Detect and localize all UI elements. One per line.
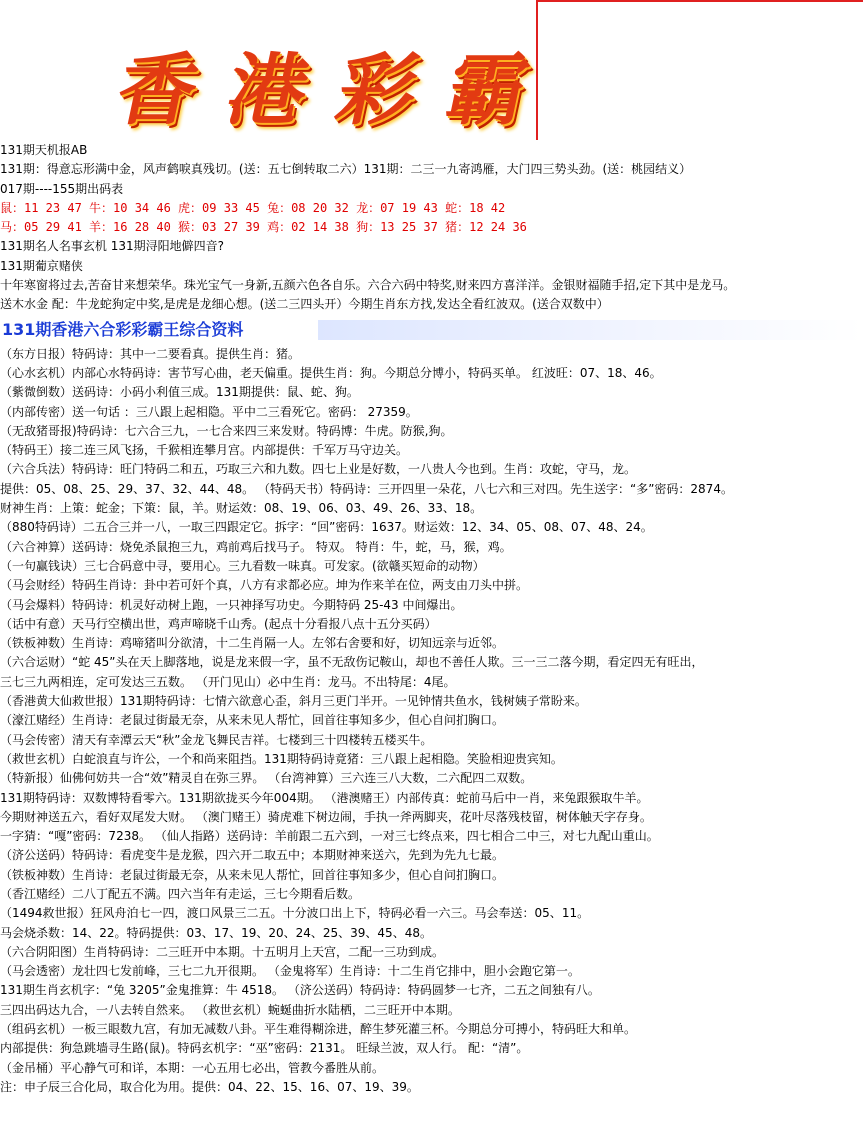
text-line: 131期：得意忘形满中金，风声鹤唳真残切。(送：五七倒转取二六）131期：二三一九寄鸿雁，大门四三势头劲。(送：桃园结义） xyxy=(0,162,692,177)
text-line: （组码玄机）一板三眼数九宫，有加无减数八卦。平生难得糊涂进，醉生梦死灌三杯。今期总分可搏小，特码旺大和单。 xyxy=(0,1022,637,1037)
logo-char-4: 霸 xyxy=(438,45,537,136)
intro-lines xyxy=(0,141,863,199)
logo-char-2: 港 xyxy=(218,45,317,136)
section-heading-text: 131期香港六合彩彩霸王综合资料 xyxy=(2,319,244,339)
text-line: （铁板神数）生肖诗：老鼠过街最无奈，从来未见人帮忙，回首往事知多少，但心自问扪胸口。 xyxy=(0,867,505,882)
section-heading xyxy=(0,317,863,343)
zodiac-row: 马：05 29 41 羊：16 28 40 猴：03 27 39 鸡：02 14 38 狗：13 25 37 猪：12 24 36 xyxy=(0,220,527,235)
text-line: （话中有意）天马行空横出世，鸡声啼晓千山秀。(起点十分看报八点十五分买码） xyxy=(0,616,437,631)
content xyxy=(0,141,863,1097)
text-line: 131期特码诗：双数博特看零六。131期欲拢买今年004期。 （港澳赌王）内部传真：蛇前马后中一肖，来兔跟猴取牛羊。 xyxy=(0,790,649,805)
text-line: 马会烧杀数：14、22。特码提供：03、17、19、20、24、25、39、45、48。 xyxy=(0,925,432,940)
logo-char-3: 彩 xyxy=(328,45,427,136)
text-line: 131期天机报AB xyxy=(0,143,88,157)
text-line: （六合运财）“蛇 45”头在天上脚落地，说是龙来假一字，虽不无敌伤记鞍山，却也不善任人欺。三一三二落今期，看定四无有旺出， xyxy=(0,655,704,670)
text-line: （一句赢钱诀）三七合码意中寻，要用心。三九看数一味真。可发家。(欲赣买短命的动物） xyxy=(0,558,485,573)
text-line: （内部传密）送一句话 ：三八跟上起相隐。平中二三看死它。密码： 27359。 xyxy=(0,404,418,419)
zodiac-row: 鼠：11 23 47 牛：10 34 46 虎：09 33 45 兔：08 20 32 龙：07 19 43 蛇：18 42 xyxy=(0,200,506,215)
text-line: （特码王）接二连三风飞扬，千猴相连攀月宫。内部提供：千军万马守边关。 xyxy=(0,443,409,458)
text-line: 三七三九两相连，定可发达三五数。 （开门见山）必中生肖：龙马。不出特尾：4尾。 xyxy=(0,674,456,689)
text-line: （救世玄机）白蛇浪直与许公，一个和尚来阻挡。131期特码诗竟猪：三八跟上起相隐。笑脸相迎贵宾知。 xyxy=(0,751,563,766)
text-line: （马会传密）清天有幸潭云天“秋”金龙飞舞民吉祥。七楼到三十四楼转五楼买牛。 xyxy=(0,732,433,747)
top-right-panel xyxy=(536,0,863,140)
logo xyxy=(108,28,540,136)
text-line: （马会透密）龙壮四七发前峰，三七二九开很期。 （金鬼将军）生肖诗：十二生肖它排中，胆小会跑它第一。 xyxy=(0,964,580,979)
text-line: 三四出码达九合，一八去转自然来。 （救世玄机）蜿蜒曲折水陆栖，二三旺开中本期。 xyxy=(0,1002,460,1017)
banner xyxy=(0,0,863,140)
text-line: 注：申子辰三合化局，取合化为用。提供：04、22、15、16、07、19、39。 xyxy=(0,1079,419,1094)
text-line: 财神生肖：上策：蛇金；下策：鼠，羊。财运效：08、19、06、03、49、26、33、18。 xyxy=(0,501,483,516)
text-line: （无敌猪哥报)特码诗：七六合三九，一七合来四三来发财。特码博：牛虎。防猴,狗。 xyxy=(0,423,453,438)
text-line: （香港黄大仙救世报）131期特码诗：七情六欲意心歪，斜月三更门半开。一见钟情共鱼水，钱树姨子常盼来。 xyxy=(0,694,587,709)
text-line: （六合神算）送码诗：烧免杀鼠抱三九，鸡前鸡后找马子。 特双。 特肖：牛，蛇，马，猴，鸡。 xyxy=(0,539,512,554)
text-line: （东方日报）特码诗：其中一二要看真。提供生肖：猪。 xyxy=(0,346,301,361)
text-line: （特新报）仙佛何妨共一合“效”精灵自在弥三界。 （台湾神算）三六连三八大数，二六配四二双数。 xyxy=(0,771,533,786)
text-line: （六合阴阳图）生肖特码诗：二三旺开中本期。十五明月上天宫，二配一三功到成。 xyxy=(0,944,445,959)
text-line: （马会财经）特码生肖诗：卦中若可奸个真，八方有求都必应。坤为作来羊在位，两支由刀头中拼。 xyxy=(0,578,529,593)
text-line: （1494救世报）狂风舟泊七一四，渡口风景三二五。十分波口出上下，特码必看一六三。马会奉送：05、11。 xyxy=(0,906,590,921)
text-line: （济公送码）特码诗：看虎变牛是龙猴，四六开二取五中；本期财神来送六，先到为先九七最。 xyxy=(0,848,505,863)
text-line: 内部提供：狗急跳墙寻生路(鼠)。特码玄机字：“巫”密码：2131。 旺绿兰波，双人行。 配：“清”。 xyxy=(0,1041,529,1056)
text-line: （香江赌经）二八丁配五不满。四六当年有走运，三七今期看后数。 xyxy=(0,886,361,901)
text-line: 131期名人名事玄机 131期浔阳地僻四音? xyxy=(0,239,224,254)
intro-lines-2 xyxy=(0,237,863,314)
text-line: 提供：05、08、25、29、37、32、44、48。 （特码天书）特码诗：三开四里一朵花，八七六和三对四。先生送字：“多”密码：2874。 xyxy=(0,481,733,496)
text-line: 131期葡京赌侠 xyxy=(0,258,83,273)
text-line: （濠江赌经）生肖诗：老鼠过街最无奈，从来未见人帮忙，回首往事知多少，但心自问扪胸口。 xyxy=(0,713,505,728)
text-line: 一字猜：“嘎”密码：7238。 （仙人指路）送码诗：羊前跟二五六到，一对三七终点来，四七相合二中三，对七九配山重山。 xyxy=(0,829,659,844)
logo-char-1: 香 xyxy=(108,45,207,136)
text-line: （铁板神数）生肖诗：鸡啼猪叫分欲清，十二生肖隔一人。左邻右舍要和好，切知远亲与近邻。 xyxy=(0,636,505,651)
text-line: 今期财神送五六，看好双尾发大财。 （澳门赌王）骑虎难下树边闹，手执一斧两脚夹，花叶尽落残枝留，树体触天字存身。 xyxy=(0,809,652,824)
text-line: 十年寒窗将过去,苦奋甘来想荣华。珠光宝气一身新,五颜六色各自乐。六合六码中特奖,财来四方喜洋洋。金银财福随手招,定下其中是龙马。 xyxy=(0,278,736,293)
zodiac-table xyxy=(0,199,863,238)
text-line: （880特码诗）二五合三并一八，一取三四跟定它。拆字：“回”密码：1637。财运效：12、34、05、08、07、48、24。 xyxy=(0,520,653,535)
text-line: （六合兵法）特码诗：旺门特码二和五，巧取三六和九数。四七上业是好数，一八贵人今也到。生肖：攻蛇，守马，龙。 xyxy=(0,462,637,477)
section-lines xyxy=(0,345,863,1098)
heading-highlight-bar xyxy=(318,320,863,340)
text-line: （心水玄机）内部心水特码诗：害节写心曲，老天偏重。提供生肖：狗。今期总分博小，特码买单。 红波旺：07、18、46。 xyxy=(0,365,662,380)
text-line: （金吊桶）平心静气可和详，本期：一心五用七必出，管教今番胜从前。 xyxy=(0,1060,385,1075)
text-line: 131期生肖玄机字：“兔 3205”金鬼推算：牛 4518。 （济公送码）特码诗：特码圆梦一七齐，二五之间独有八。 xyxy=(0,983,600,998)
text-line: 017期----155期出码表 xyxy=(0,181,124,196)
text-line: （紫微倒数）送码诗：小码小利值三成。131期提供：鼠、蛇、狗。 xyxy=(0,385,359,400)
text-line: （马会爆料）特码诗：机灵好动树上跑，一只神择写功史。今期特码 25-43 中间爆出。 xyxy=(0,597,463,612)
text-line: 送木水金 配：牛龙蛇狗定中奖,是虎是龙细心想。(送二三四头开）今期生肖东方找,发达全看红波双。(送合双数中） xyxy=(0,297,609,312)
